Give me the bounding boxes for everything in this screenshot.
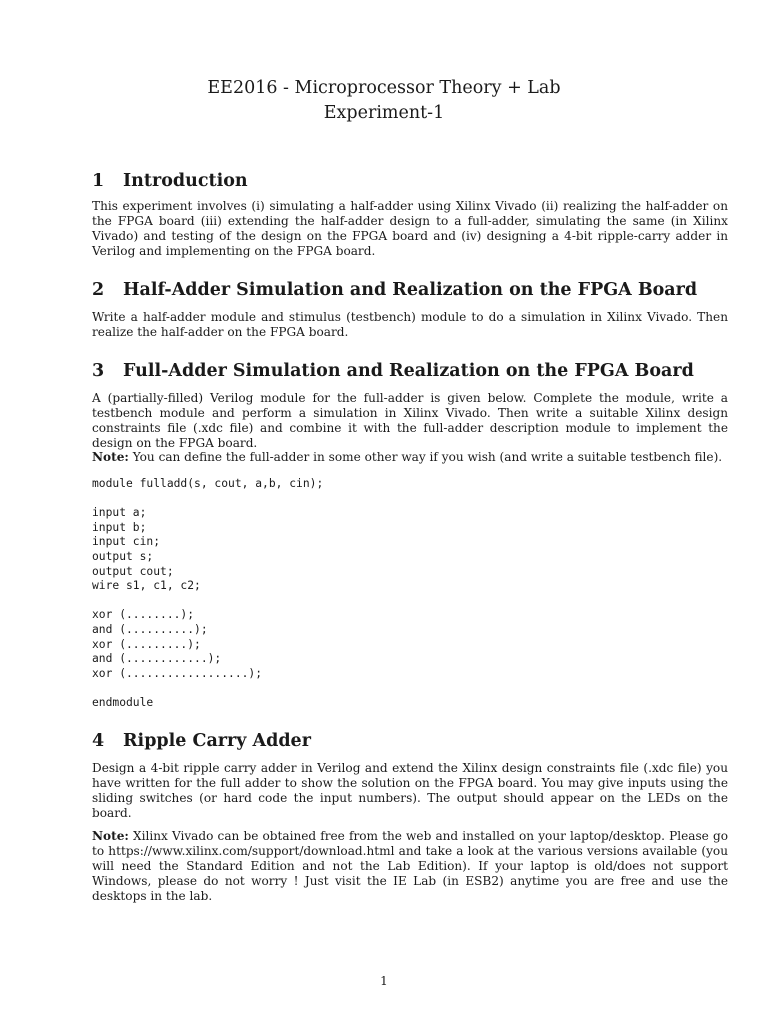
code-line: output s; (92, 549, 154, 563)
section-1-paragraph: This experiment involves (i) simulating a half-adder using Xilinx Vivado (ii) realizing the half-adder on the FPGA board (iii) extending the half-adder design to a full-adder, simulating the same (in Xilinx Vivado) and testing of the design on the FPGA board and (iv) designing a 4-bit ripple-carry adder in Verilog and implementing on the FPGA board. (92, 199, 728, 258)
code-line: and (............); (92, 652, 222, 666)
code-line: output cout; (92, 564, 174, 578)
code-line (92, 492, 728, 507)
code-line: and (..........); (92, 622, 208, 636)
section-title: Introduction (123, 171, 248, 191)
title-experiment: Experiment-1 (323, 103, 445, 123)
section-4-body (92, 761, 728, 821)
section-3-paragraph: A (partially-filled) Verilog module for the full-adder is given below. Complete the module, write a testbench module and perform a simulation in Xilinx Vivado. Then write a suitable Xilinx design constraints file (.xdc file) and combine it with the full-adder description module to implement the design on the FPGA board. (92, 391, 728, 450)
section-1-body (92, 199, 728, 259)
section-2-paragraph: Write a half-adder module and stimulus (testbench) module to do a simulation in Xilinx Vivado. Then realize the half-adder on the FPGA board. (92, 310, 728, 339)
verilog-code-block (92, 477, 728, 711)
section-number: 1 (92, 171, 105, 191)
section-4-paragraph: Design a 4-bit ripple carry adder in Verilog and extend the Xilinx design constraints file (.xdc file) you have written for the full adder to show the solution on the FPGA board. You may give inputs using the sliding switches (or hard code the input numbers). The output should appear on the LEDs on the board. (92, 761, 728, 820)
code-line: input b; (92, 520, 147, 534)
note-text: Xilinx Vivado can be obtained free from the web and installed on your laptop/desktop. Please go to https://www.xilinx.com/support/download.html and take a look at the various versions available (you will need the Standard Edition and not the Lab Edition). If your laptop is old/does not support Windows, please do not worry ! Just visit the IE Lab (in ESB2) anytime you are free and use the desktops in the lab. (92, 829, 728, 903)
code-line: input a; (92, 506, 147, 520)
note-text: You can define the full-adder in some other way if you wish (and write a suitable testbench file). (128, 450, 723, 464)
page-number: 1 (380, 974, 388, 988)
document-title (0, 76, 768, 126)
section-4-note (92, 829, 728, 904)
note-label: Note: (92, 829, 129, 843)
note-label: Note: (92, 450, 129, 464)
code-line: endmodule (92, 695, 154, 709)
section-2-body (92, 310, 728, 340)
section-3-note (92, 450, 728, 465)
code-line (92, 594, 728, 609)
section-title: Ripple Carry Adder (123, 731, 311, 751)
code-line: xor (........); (92, 608, 195, 622)
section-2-heading (92, 279, 728, 301)
section-title: Full-Adder Simulation and Realization on the FPGA Board (123, 361, 694, 381)
section-number: 4 (92, 731, 105, 751)
section-title: Half-Adder Simulation and Realization on the FPGA Board (123, 280, 698, 300)
code-line: module fulladd(s, cout, a,b, cin); (92, 477, 324, 490)
section-number: 2 (92, 280, 105, 300)
code-line: wire s1, c1, c2; (92, 579, 201, 593)
section-1-heading (92, 170, 728, 192)
code-line: input cin; (92, 535, 161, 549)
section-3-heading (92, 360, 728, 382)
section-number: 3 (92, 361, 105, 381)
section-3-body (92, 391, 728, 451)
code-line (92, 681, 728, 696)
title-course: EE2016 - Microprocessor Theory + Lab (207, 78, 561, 98)
code-line: xor (.........); (92, 637, 201, 651)
code-line: xor (..................); (92, 666, 263, 680)
section-4-heading (92, 730, 728, 752)
